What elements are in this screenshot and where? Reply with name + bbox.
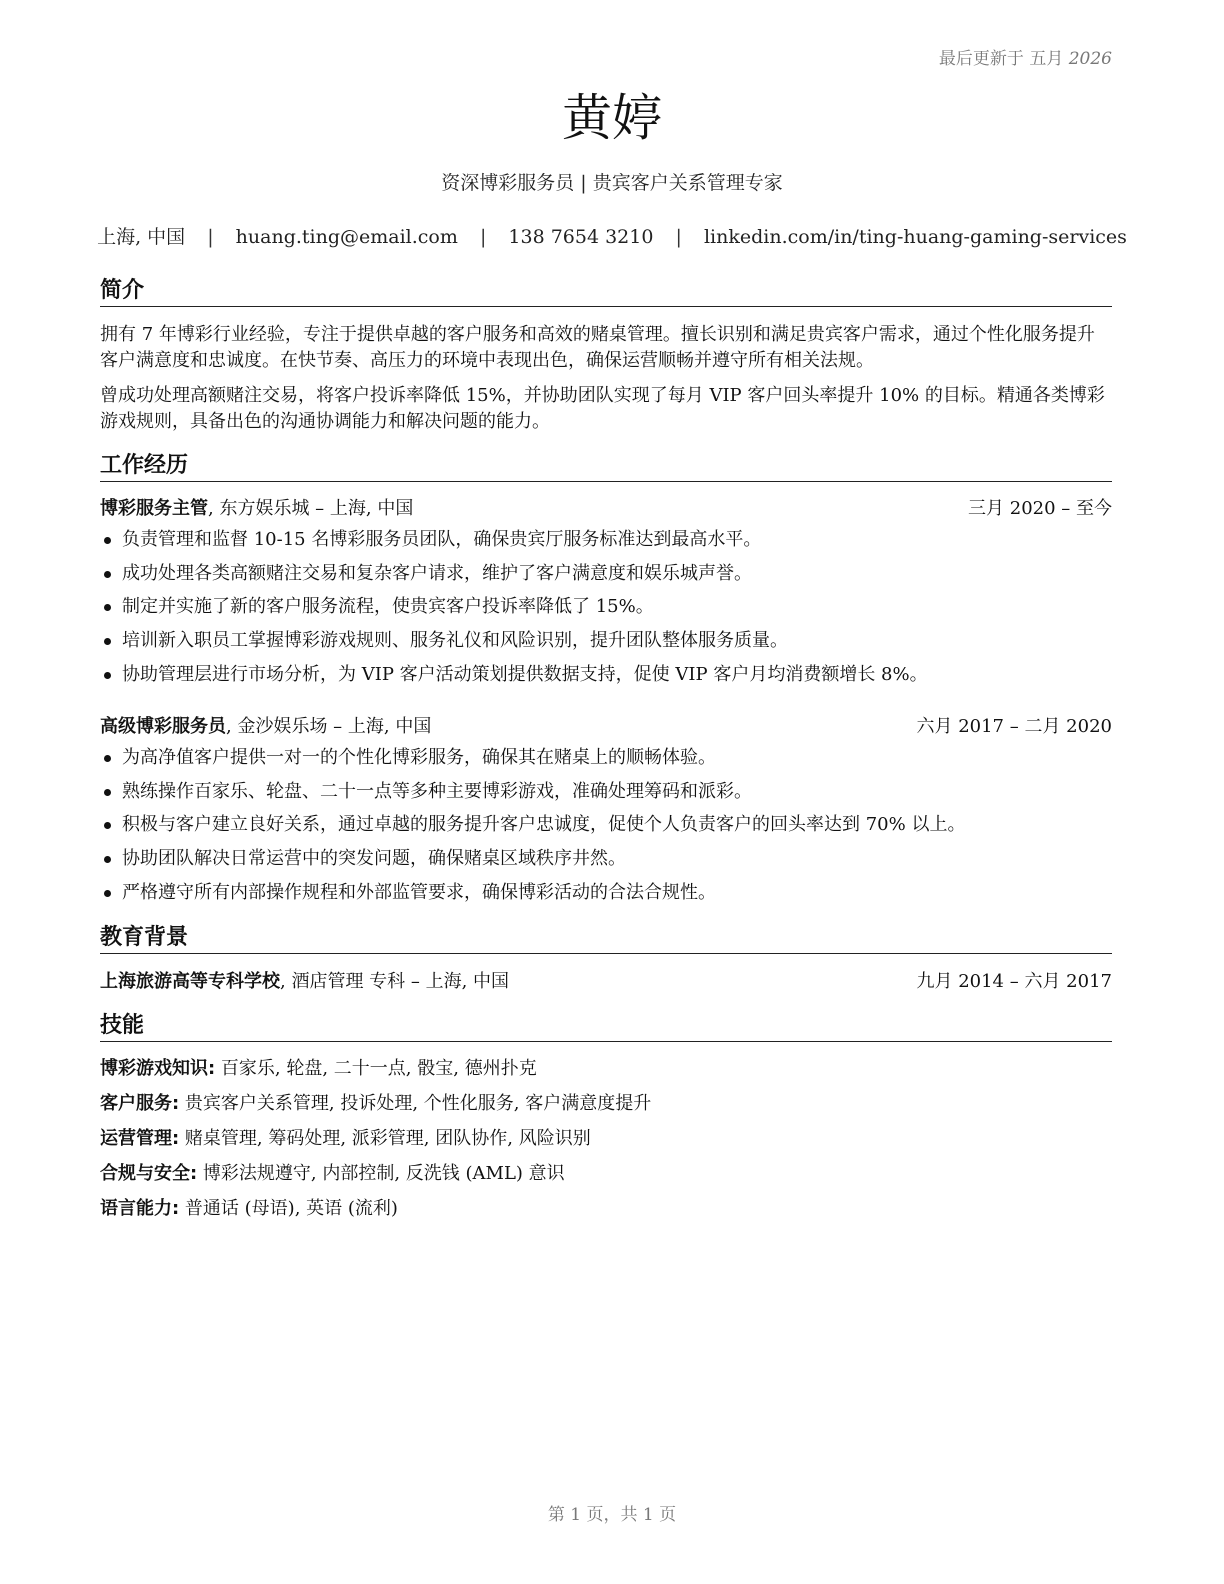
job-dates: 六月 2017 – 二月 2020	[916, 716, 1112, 737]
section-title-skills: 技能	[100, 1012, 1112, 1042]
contact-phone[interactable]: 138 7654 3210	[508, 226, 654, 248]
contact-email[interactable]: huang.ting@email.com	[235, 226, 458, 248]
education-line	[100, 969, 509, 995]
skill-row	[100, 1161, 1112, 1187]
job-title-line	[100, 496, 413, 522]
job-header	[100, 714, 1112, 740]
list-item: 协助团队解决日常运营中的突发问题，确保赌桌区域秩序井然。	[100, 846, 1112, 880]
contact-separator: |	[675, 226, 682, 248]
job-company: , 东方娱乐城 – 上海, 中国	[208, 498, 414, 519]
skill-value: 普通话 (母语), 英语 (流利)	[179, 1198, 398, 1219]
last-updated-prefix: 最后更新于 五月	[938, 49, 1064, 69]
headline: 资深博彩服务员 | 贵宾客户关系管理专家	[441, 172, 783, 194]
skill-row	[100, 1091, 1112, 1117]
summary-paragraph: 曾成功处理高额赌注交易，将客户投诉率降低 15%，并协助团队实现了每月 VIP 客户回头率提升 10% 的目标。精通各类博彩游戏规则，具备出色的沟通协调能力和解决问题的能力。	[100, 385, 1105, 432]
skill-label: 语言能力:	[100, 1198, 180, 1219]
job-company: , 金沙娱乐场 – 上海, 中国	[226, 716, 432, 737]
candidate-name: 黄婷	[562, 89, 662, 147]
education-detail: , 酒店管理 专科 – 上海, 中国	[280, 971, 510, 992]
list-item: 熟练操作百家乐、轮盘、二十一点等多种主要博彩游戏，准确处理筹码和派彩。	[100, 779, 1112, 813]
education-row	[100, 969, 1112, 995]
last-updated-year: 2026	[1068, 49, 1112, 69]
job-role: 博彩服务主管	[100, 498, 208, 519]
section-title-education: 教育背景	[100, 924, 1112, 954]
section-title-experience: 工作经历	[100, 452, 1112, 482]
skill-label: 合规与安全:	[100, 1163, 198, 1184]
contact-separator: |	[207, 226, 214, 248]
skill-row	[100, 1196, 1112, 1222]
skill-value: 百家乐, 轮盘, 二十一点, 骰宝, 德州扑克	[215, 1058, 537, 1079]
skill-label: 运营管理:	[100, 1128, 180, 1149]
education-school: 上海旅游高等专科学校	[100, 971, 280, 992]
job-header	[100, 496, 1112, 522]
job-role: 高级博彩服务员	[100, 716, 226, 737]
list-item: 协助管理层进行市场分析，为 VIP 客户活动策划提供数据支持，促使 VIP 客户月均消费额增长 8%。	[100, 662, 1112, 696]
skill-row	[100, 1126, 1112, 1152]
job-title-line	[100, 714, 431, 740]
list-item: 积极与客户建立良好关系，通过卓越的服务提升客户忠诚度，促使个人负责客户的回头率达到 70% 以上。	[100, 812, 1112, 846]
job-bullets	[100, 745, 1112, 913]
list-item: 严格遵守所有内部操作规程和外部监管要求，确保博彩活动的合法合规性。	[100, 880, 1112, 914]
page-number: 第 1 页，共 1 页	[547, 1505, 677, 1525]
skill-label: 博彩游戏知识:	[100, 1058, 216, 1079]
contact-separator: |	[479, 226, 487, 248]
skill-value: 博彩法规遵守, 内部控制, 反洗钱 (AML) 意识	[197, 1163, 565, 1184]
list-item: 为高净值客户提供一对一的个性化博彩服务，确保其在赌桌上的顺畅体验。	[100, 745, 1112, 779]
section-title-summary: 简介	[100, 277, 1112, 307]
skill-value: 赌桌管理, 筹码处理, 派彩管理, 团队协作, 风险识别	[179, 1128, 591, 1149]
list-item: 制定并实施了新的客户服务流程，使贵宾客户投诉率降低了 15%。	[100, 594, 1112, 628]
last-updated	[939, 44, 1112, 69]
job-dates: 三月 2020 – 至今	[968, 498, 1112, 519]
summary-paragraph: 拥有 7 年博彩行业经验，专注于提供卓越的客户服务和高效的赌桌管理。擅长识别和满足贵宾客户需求，通过个性化服务提升客户满意度和忠诚度。在快节奏、高压力的环境中表现出色，确保运营顺畅并遵守所有相关法规。	[100, 324, 1095, 371]
education-dates: 九月 2014 – 六月 2017	[916, 971, 1112, 992]
list-item: 成功处理各类高额赌注交易和复杂客户请求，维护了客户满意度和娱乐城声誉。	[100, 561, 1112, 595]
skill-row	[100, 1056, 1112, 1082]
contact-linkedin[interactable]: linkedin.com/in/ting-huang-gaming-services	[703, 226, 1127, 248]
contact-line	[0, 224, 1224, 250]
job-bullets	[100, 527, 1112, 695]
skill-value: 贵宾客户关系管理, 投诉处理, 个性化服务, 客户满意度提升	[179, 1093, 652, 1114]
skill-label: 客户服务:	[100, 1093, 180, 1114]
list-item: 负责管理和监督 10-15 名博彩服务员团队，确保贵宾厅服务标准达到最高水平。	[100, 527, 1112, 561]
contact-location: 上海, 中国	[97, 226, 186, 248]
list-item: 培训新入职员工掌握博彩游戏规则、服务礼仪和风险识别，提升团队整体服务质量。	[100, 628, 1112, 662]
